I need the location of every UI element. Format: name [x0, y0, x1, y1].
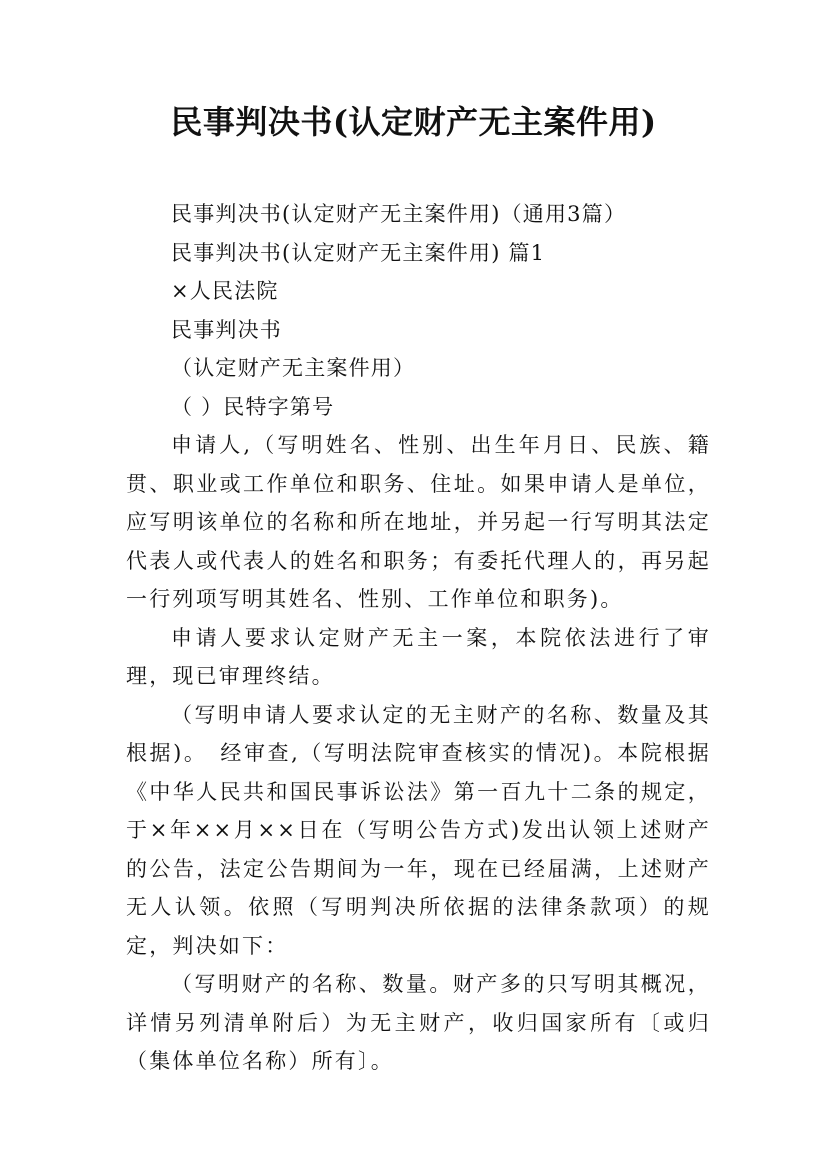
case-number: （ ）民特字第号	[171, 394, 335, 419]
judgment-paragraph: （写明财产的名称、数量。财产多的只写明其概况，详情另列清单附后）为无主财产，收归国家所有〔或归（集体单位名称）所有〕。	[126, 972, 711, 1073]
court-name: ×人民法院	[171, 279, 279, 303]
review-paragraph: （写明申请人要求认定的无主财产的名称、数量及其根据)。 经审查,（写明法院审查核实的情况)。本院根据《中华人民共和国民事诉讼法》第一百九十二条的规定，于×年××月××日在（写明公告方式)发出认领上述财产的公告，法定公告期间为一年，现在已经届满，上述财产无人认领。依照（写明判决所依据的法律条款项）的规定，判决如下：	[126, 702, 711, 958]
case-statement-paragraph: 申请人要求认定财产无主一案，本院依法进行了审理，现已审理终结。	[126, 625, 711, 688]
document-body	[126, 195, 711, 1081]
section-heading: 民事判决书(认定财产无主案件用) 篇1	[171, 240, 546, 265]
applicant-paragraph: 申请人,（写明姓名、性别、出生年月日、民族、籍贯、职业或工作单位和职务、住址。如果申请人是单位，应写明该单位的名称和所在地址，并另起一行写明其法定代表人或代表人的姓名和职务；有委托代理人的，再另起一行列项写明其姓名、性别、工作单位和职务)。	[126, 433, 711, 611]
collection-heading: 民事判决书(认定财产无主案件用)（通用3篇）	[171, 202, 627, 226]
document-type: 民事判决书	[171, 317, 282, 342]
document-title: 民事判决书(认定财产无主案件用)	[170, 103, 657, 141]
document-subtitle: （认定财产无主案件用）	[171, 356, 416, 380]
